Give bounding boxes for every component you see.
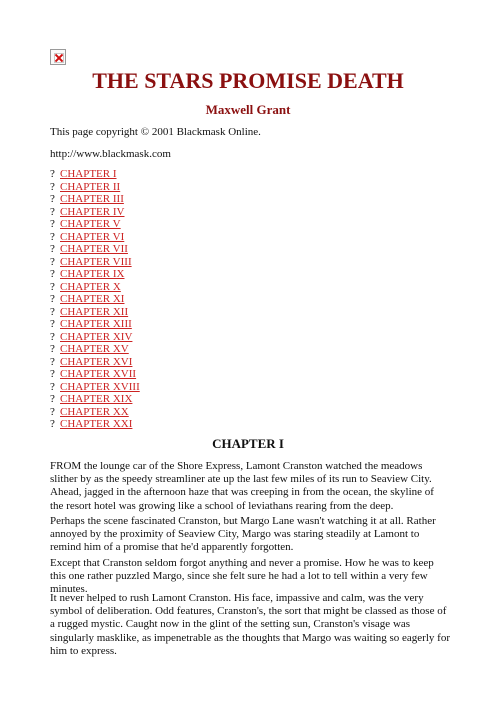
toc-item	[50, 181, 140, 194]
toc-bullet: ?	[50, 355, 55, 368]
toc-item	[50, 368, 140, 381]
toc-link[interactable]: CHAPTER XX	[60, 405, 129, 418]
toc-link[interactable]: CHAPTER I	[60, 168, 117, 180]
paragraph: Except that Cranston seldom forgot anything and never a promise. How he was to keep this one rather puzzled Margo, since she felt sure he had a lot to tell within a very few minutes.	[50, 557, 434, 596]
toc-item	[50, 206, 140, 219]
toc-bullet: ?	[50, 205, 55, 218]
toc-item	[50, 343, 140, 356]
toc-bullet: ?	[50, 405, 55, 418]
toc-item	[50, 381, 140, 394]
paragraph: FROM the lounge car of the Shore Express, Lamont Cranston watched the meadows slither by as the speedy streamliner ate up the last few miles of its run to Seaview City. Ahead, jagged in the afternoon haze that was creeping in from the ocean, the skyline of the resort hotel was growing like a school of leviathans rearing from the deep.	[50, 460, 434, 512]
toc-bullet: ?	[50, 280, 55, 293]
toc-link[interactable]: CHAPTER V	[60, 218, 121, 230]
table-of-contents	[50, 168, 140, 431]
paragraph: Perhaps the scene fascinated Cranston, but Margo Lane wasn't watching it at all. Rather annoyed by the proximity of Seaview City, Margo was staring steadily at Lamont to remind him of a promise that he'd apparently forgotten.	[50, 515, 436, 554]
toc-bullet: ?	[50, 230, 55, 243]
toc-item	[50, 256, 140, 269]
toc-bullet: ?	[50, 193, 55, 205]
toc-bullet: ?	[50, 305, 55, 318]
copyright-notice: This page copyright © 2001 Blackmask Online.	[50, 126, 261, 138]
broken-image-x-icon	[54, 53, 64, 63]
toc-item	[50, 306, 140, 319]
toc-bullet: ?	[50, 318, 55, 330]
toc-link[interactable]: CHAPTER XIX	[60, 393, 133, 405]
paragraph: It never helped to rush Lamont Cranston. His face, impassive and calm, was the very symbol of deliberation. Odd features, Cranston's, the sort that might be classed as those of a rugged mystic. Caught now in the glint of the setting sun, Cranston's visage was singularly masklike, as impenetrable as the thoughts that Margo was waiting so eagerly for him to express.	[50, 592, 450, 657]
toc-item	[50, 293, 140, 306]
toc-link[interactable]: CHAPTER XVIII	[60, 380, 140, 393]
toc-item	[50, 393, 140, 406]
toc-item	[50, 318, 140, 331]
toc-bullet: ?	[50, 343, 55, 355]
toc-item	[50, 193, 140, 206]
toc-item	[50, 168, 140, 181]
toc-item	[50, 218, 140, 231]
toc-item	[50, 281, 140, 294]
toc-item	[50, 418, 140, 431]
toc-link[interactable]: CHAPTER XIII	[60, 318, 132, 330]
toc-link[interactable]: CHAPTER XV	[60, 343, 129, 355]
toc-bullet: ?	[50, 180, 55, 193]
toc-link[interactable]: CHAPTER X	[60, 280, 121, 293]
source-url: http://www.blackmask.com	[50, 148, 171, 160]
toc-bullet: ?	[50, 268, 55, 280]
toc-bullet: ?	[50, 368, 55, 380]
toc-bullet: ?	[50, 168, 55, 180]
toc-link[interactable]: CHAPTER VIII	[60, 255, 132, 268]
toc-link[interactable]: CHAPTER XII	[60, 305, 129, 318]
toc-link[interactable]: CHAPTER XVII	[60, 368, 137, 380]
toc-bullet: ?	[50, 293, 55, 305]
toc-bullet: ?	[50, 218, 55, 230]
toc-link[interactable]: CHAPTER III	[60, 193, 124, 205]
toc-item	[50, 243, 140, 256]
book-title: THE STARS PROMISE DEATH	[92, 68, 404, 93]
toc-item	[50, 231, 140, 244]
toc-link[interactable]: CHAPTER IV	[60, 205, 125, 218]
toc-item	[50, 331, 140, 344]
toc-bullet: ?	[50, 243, 55, 255]
chapter-heading: CHAPTER I	[212, 436, 284, 451]
toc-link[interactable]: CHAPTER XIV	[60, 330, 133, 343]
toc-item	[50, 356, 140, 369]
toc-item	[50, 406, 140, 419]
toc-bullet: ?	[50, 330, 55, 343]
toc-link[interactable]: CHAPTER XVI	[60, 355, 133, 368]
book-author: Maxwell Grant	[205, 102, 291, 117]
toc-bullet: ?	[50, 418, 55, 430]
toc-bullet: ?	[50, 255, 55, 268]
toc-link[interactable]: CHAPTER XXI	[60, 418, 133, 430]
broken-image-icon	[50, 49, 66, 65]
toc-item	[50, 268, 140, 281]
toc-link[interactable]: CHAPTER XI	[60, 293, 125, 305]
toc-link[interactable]: CHAPTER VI	[60, 230, 125, 243]
toc-link[interactable]: CHAPTER IX	[60, 268, 125, 280]
toc-link[interactable]: CHAPTER VII	[60, 243, 128, 255]
toc-link[interactable]: CHAPTER II	[60, 180, 121, 193]
toc-bullet: ?	[50, 393, 55, 405]
toc-bullet: ?	[50, 380, 55, 393]
